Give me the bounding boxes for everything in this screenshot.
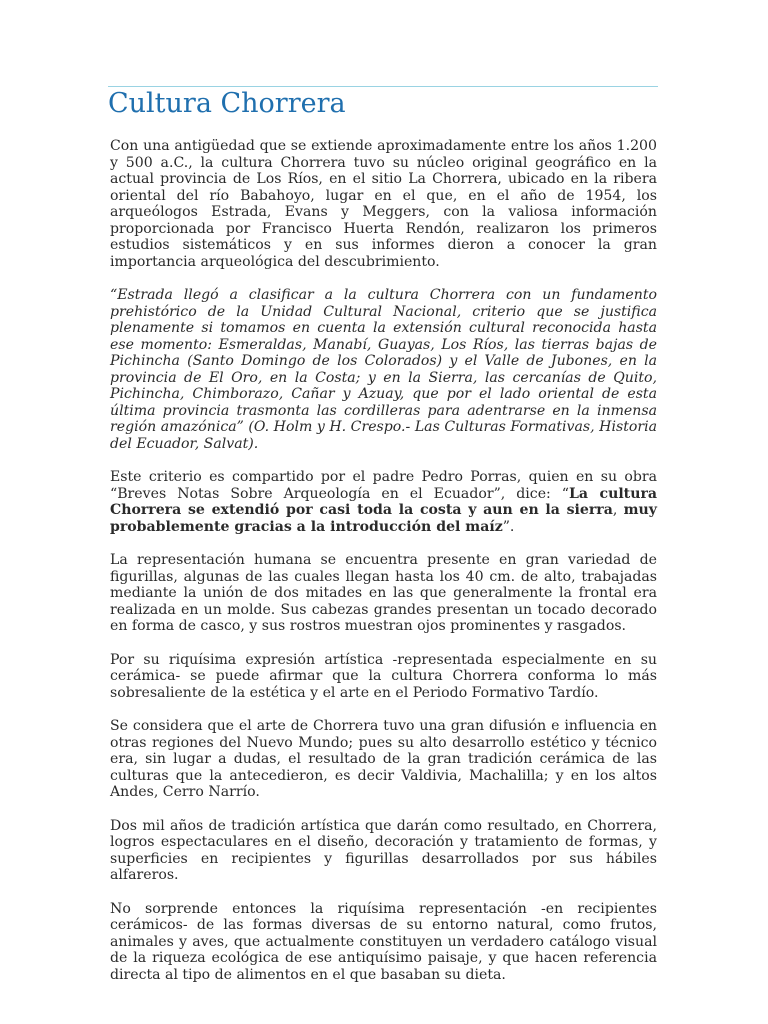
paragraph-intro: Con una antigüedad que se extiende aproximadamente entre los años 1.200 y 500 a.C., la cultura Chorrera tuvo su núcleo original geográfico en la actual provincia de Los Ríos, en el sitio La Chorrera, ubicado en la ribera oriental del río Babahoyo, lugar en el que, en el año de 1954, los arqueólogos Estrada, Evans y Meggers, con la valiosa información proporcionada por Francisco Huerta Rendón, realizaron los primeros estudios sistemáticos y en sus informes dieron a conocer la gran importancia arqueológica del descubrimiento. [110, 138, 657, 270]
porras-bold-quote-2: muy probablemente gracias a la introducción del maíz [110, 502, 657, 535]
porras-comma: , [612, 502, 624, 518]
paragraph-figurines: La representación humana se encuentra presente en gran variedad de figurillas, algunas de las cuales llegan hasta los 40 cm. de alto, trabajadas mediante la unión de dos mitades en las que generalmente la frontal era realizada en un molde. Sus cabezas grandes presentan un tocado decorado en forma de casco, y sus rostros muestran ojos prominentes y rasgados. [110, 552, 657, 634]
article-body [110, 138, 657, 983]
porras-closing: ”. [502, 518, 515, 535]
paragraph-influence: Se considera que el arte de Chorrera tuvo una gran difusión e influencia en otras regiones del Nuevo Mundo; pues su alto desarrollo estético y técnico era, sin lugar a dudas, el resultado de la gran tradición cerámica de las culturas que la antecedieron, es decir Valdivia, Machalilla; y en los altos Andes, Cerro Narrío. [110, 718, 657, 800]
page-title: Cultura Chorrera [108, 88, 346, 119]
porras-bold-quote-1: La cultura Chorrera se extendió por casi toda la costa y aun en la sierra [110, 485, 657, 518]
paragraph-tradition: Dos mil años de tradición artística que darán como resultado, en Chorrera, logros espectaculares en el diseño, decoración y tratamiento de formas, y superficies en recipientes y figurillas desarrollados por sus hábiles alfareros. [110, 817, 657, 883]
porras-intro-text: Este criterio es compartido por el padre Pedro Porras, quien en su obra “Breves Notas Sobre Arqueología en el Ecuador”, dice: “ [110, 469, 657, 502]
paragraph-representation: No sorprende entonces la riquísima representación -en recipientes cerámicos- de las formas diversas de su entorno natural, como frutos, animales y aves, que actualmente constituyen un verdadero catálogo visual de la riqueza ecológica de ese antiquísimo paisaje, y que hacen referencia directa al tipo de alimentos en el que basaban su dieta. [110, 900, 657, 983]
paragraph-quote: “Estrada llegó a clasificar a la cultura Chorrera con un fundamento prehistórico de la Unidad Cultural Nacional, criterio que se justifica plenamente si tomamos en cuenta la extensión cultural reconocida hasta ese momento: Esmeraldas, Manabí, Guayas, Los Ríos, las tierras bajas de Pichincha (Santo Domingo de los Colorados) y el Valle de Jubones, en la provincia de El Oro, en la Costa; y en la Sierra, las cercanías de Quito, Pichincha, Chimborazo, Cañar y Azuay, que por el lado oriental de esta última provincia trasmonta las cordilleras para adentrarse en la inmensa región amazónica” (O. Holm y H. Crespo.- Las Culturas Formativas, Historia del Ecuador, Salvat). [110, 287, 657, 452]
paragraph-ceramics: Por su riquísima expresión artística -representada especialmente en su cerámica- se puede afirmar que la cultura Chorrera conforma lo más sobresaliente de la estética y el arte en el Periodo Formativo Tardío. [110, 651, 657, 701]
paragraph-porras [110, 469, 657, 535]
